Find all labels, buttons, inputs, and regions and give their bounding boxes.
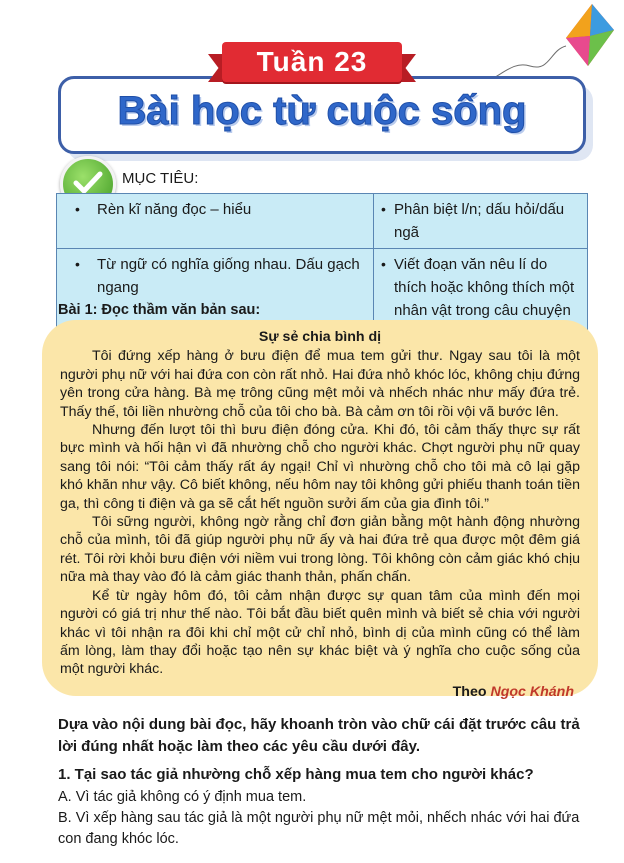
week-ribbon: Tuần 23 xyxy=(222,42,402,82)
instruction-text: Dựa vào nội dung bài đọc, hãy khoanh tròn vào chữ cái đặt trước câu trả lời đúng nhất hoặc làm theo các yêu cầu dưới đây. xyxy=(58,716,580,755)
objectives-row xyxy=(57,194,588,249)
story-title: Sự sẻ chia bình dị xyxy=(258,329,382,345)
answer-option-a[interactable]: A. Vì tác giả không có ý định mua tem. xyxy=(58,789,307,805)
objective-cell: • Từ ngữ có nghĩa giống nhau. Dấu gạch ngang xyxy=(57,249,374,350)
story-paragraph: Kể từ ngày hôm đó, tôi cảm nhận được sự quan tâm của mình đến mọi người có giá trị như thế nào. Tôi bắt đầu biết quên mình và biết sẻ chia với người khác vì tôi nhận ra đôi khi chỉ một cử chỉ nhỏ, bình dị của mình cũng có thể làm ấm lòng, làm thay đổi hoặc tạo nên sự khác biệt và ý nghĩa cho cuộc sống của một người khác. xyxy=(60,587,580,678)
objective-cell: • Phân biệt l/n; dấu hỏi/dấu ngã xyxy=(374,194,588,249)
answer-option-b[interactable]: B. Vì xếp hàng sau tác giả là một người phụ nữ mệt mỏi, nhếch nhác với hai đứa con đang khóc lóc. xyxy=(58,810,580,847)
story-credit xyxy=(60,683,580,701)
objectives-label: MỤC TIÊU: xyxy=(122,170,199,187)
story-paragraph: Nhưng đến lượt tôi thì bưu điện đóng cửa. Khi đó, tôi cảm thấy thực sự rất bực mình và hối hận vì đã nhường chỗ cho người khác. Chợt người phụ nữ quay sang tôi nói: “Tôi cảm thấy rất áy ngại! Chỉ vì nhường chỗ cho tôi mà cô lại gặp khó khăn như vậy. Cô biết không, nếu hôm nay tôi không gửi phiếu thanh toán tiền ga, thì công ti điện và ga sẽ cắt hết nguồn sưởi ấm của gia đình tôi.” xyxy=(60,422,580,512)
question-1: 1. Tại sao tác giả nhường chỗ xếp hàng mua tem cho người khác? xyxy=(58,766,534,783)
story-paragraph: Tôi đứng xếp hàng ở bưu điện để mua tem gửi thư. Ngay sau tôi là một người phụ nữ với hai đứa con còn rất nhỏ. Hai đứa nhỏ khóc lóc, không chịu đứng yên trong cửa hàng. Bà mẹ trông cũng mệt mỏi và nhếch nhác như mấy đứa trẻ. Thấy thế, tôi liền nhường chỗ của tôi cho bà. Bà cảm ơn tôi rồi vội vã bước lên. xyxy=(60,348,580,420)
lesson-title: Bài học từ cuộc sống xyxy=(117,89,527,133)
objective-cell: • Viết đoạn văn nêu lí do thích hoặc không thích một nhân vật trong câu chuyện xyxy=(374,249,588,350)
exercise-title: Bài 1: Đọc thầm văn bản sau: xyxy=(58,302,261,318)
lesson-title-box xyxy=(58,76,586,154)
objective-cell: • Rèn kĩ năng đọc – hiểu xyxy=(57,194,374,249)
story-box xyxy=(42,320,598,700)
credit-author: Ngọc Khánh xyxy=(490,683,574,700)
story-paragraph: Tôi sững người, không ngờ rằng chỉ đơn giản bằng một hành động nhường chỗ của mình, tôi đã giúp người phụ nữ ấy và hai đứa trẻ qua được một đêm giá rét. Tôi rời khỏi bưu điện với niềm vui trong lòng. Tôi không còn cảm giác khó chịu nữa mà thay vào đó là cảm giác thanh thản, phấn chấn. xyxy=(60,514,580,586)
credit-prefix: Theo xyxy=(452,683,487,700)
